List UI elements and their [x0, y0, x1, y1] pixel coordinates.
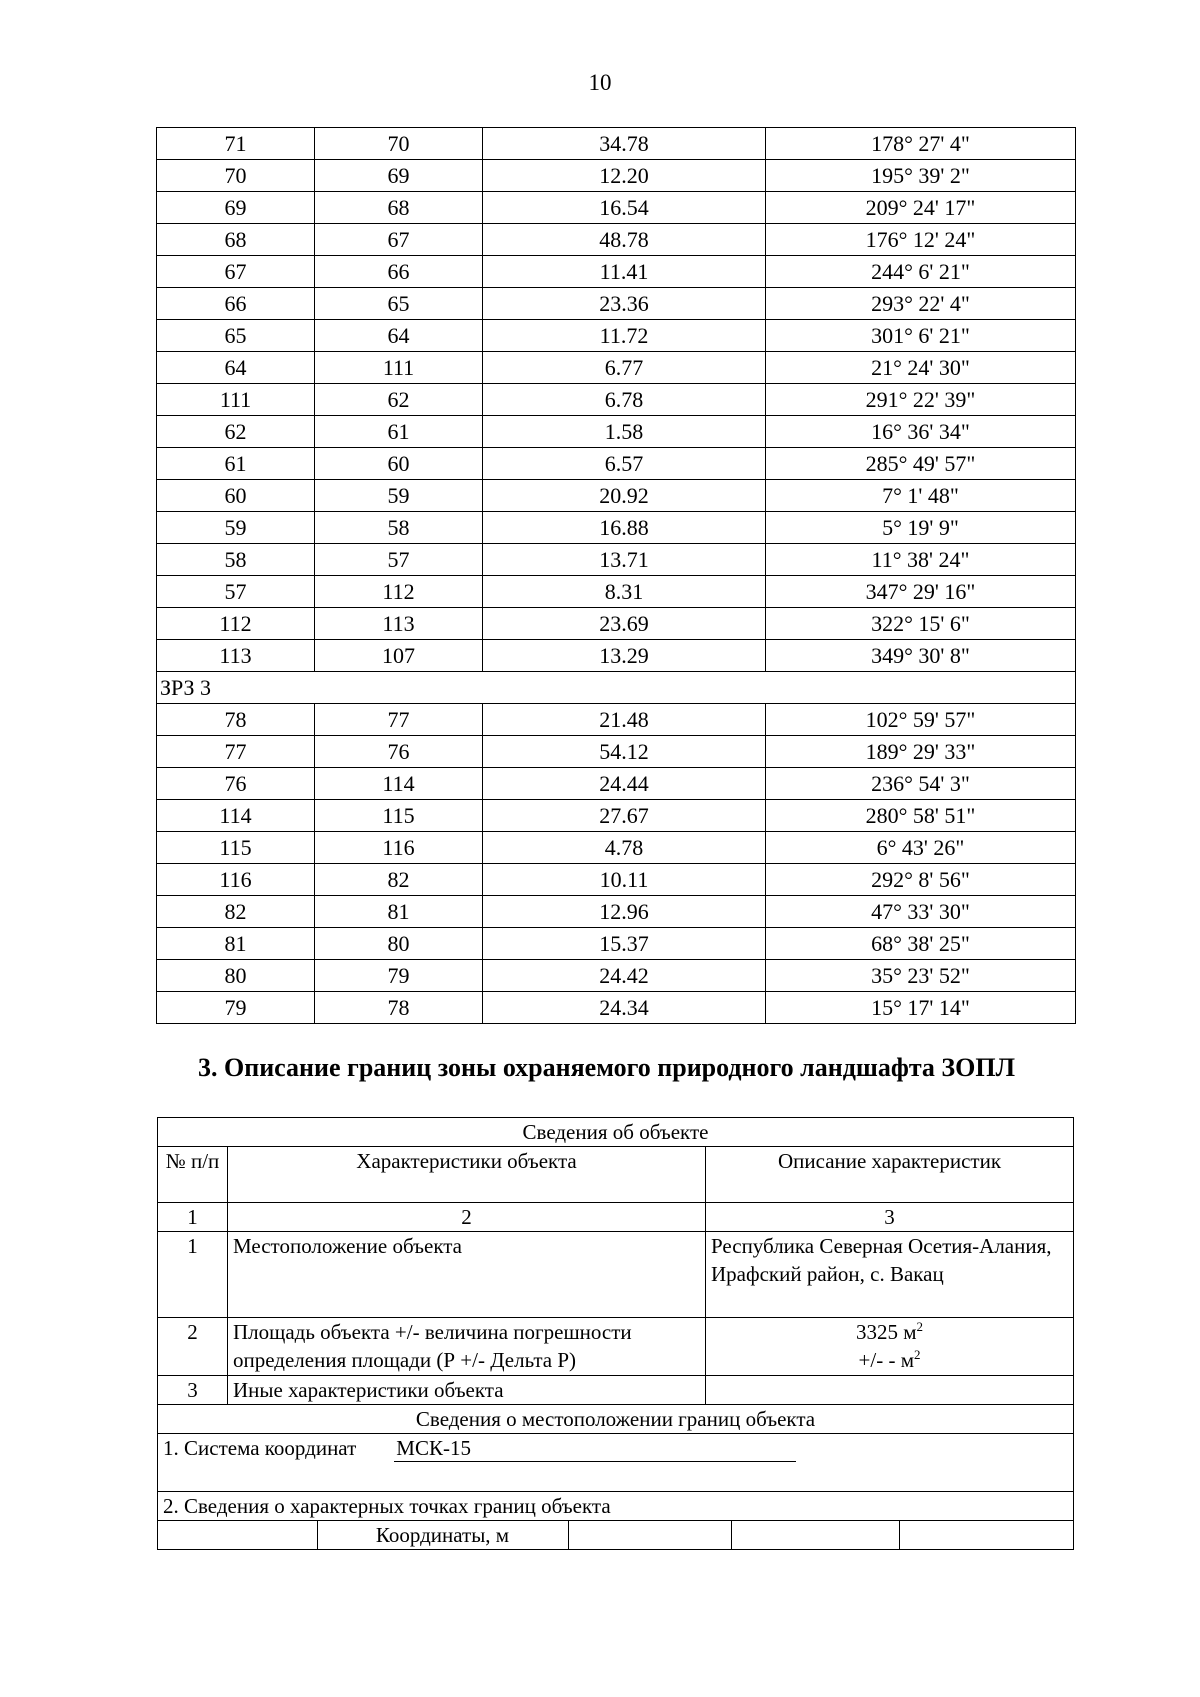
bearing-cell: 301° 6' 21" — [766, 320, 1076, 352]
point-to-cell: 68 — [315, 192, 483, 224]
point-to-cell: 79 — [315, 960, 483, 992]
col-number-2: 2 — [228, 1203, 706, 1232]
distance-cell: 6.57 — [483, 448, 766, 480]
table-row — [157, 320, 1076, 352]
table-row — [157, 832, 1076, 864]
bearing-cell: 349° 30' 8" — [766, 640, 1076, 672]
distance-cell: 11.41 — [483, 256, 766, 288]
bearing-cell: 291° 22' 39" — [766, 384, 1076, 416]
point-from-cell: 77 — [157, 736, 315, 768]
bearing-cell: 6° 43' 26" — [766, 832, 1076, 864]
table-row — [157, 416, 1076, 448]
area-value-line1: 3325 м — [855, 1320, 917, 1344]
point-from-cell: 113 — [157, 640, 315, 672]
point-to-cell: 58 — [315, 512, 483, 544]
point-from-cell: 68 — [157, 224, 315, 256]
distance-cell: 24.42 — [483, 960, 766, 992]
bearing-cell: 176° 12' 24" — [766, 224, 1076, 256]
distance-cell: 6.78 — [483, 384, 766, 416]
coords-header: Координаты, м — [317, 1521, 568, 1549]
point-to-cell: 76 — [315, 736, 483, 768]
point-from-cell: 62 — [157, 416, 315, 448]
point-to-cell: 57 — [315, 544, 483, 576]
point-to-cell: 61 — [315, 416, 483, 448]
bearing-cell: 293° 22' 4" — [766, 288, 1076, 320]
point-from-cell: 60 — [157, 480, 315, 512]
bearing-cell: 68° 38' 25" — [766, 928, 1076, 960]
distance-cell: 6.77 — [483, 352, 766, 384]
row-number: 2 — [158, 1318, 228, 1376]
bearing-cell: 189° 29' 33" — [766, 736, 1076, 768]
point-from-cell: 61 — [157, 448, 315, 480]
bearing-cell: 285° 49' 57" — [766, 448, 1076, 480]
bearing-cell: 102° 59' 57" — [766, 704, 1076, 736]
distance-cell: 23.36 — [483, 288, 766, 320]
table-row — [157, 640, 1076, 672]
object-info-table — [157, 1117, 1074, 1550]
page-number: 10 — [588, 70, 612, 95]
area-unit-superscript: 2 — [916, 1319, 924, 1334]
point-from-cell: 70 — [157, 160, 315, 192]
bearing-cell: 5° 19' 9" — [766, 512, 1076, 544]
point-from-cell: 67 — [157, 256, 315, 288]
distance-cell: 24.34 — [483, 992, 766, 1024]
bearing-cell: 35° 23' 52" — [766, 960, 1076, 992]
coords-cell — [731, 1521, 899, 1549]
distance-cell: 27.67 — [483, 800, 766, 832]
table-row — [157, 480, 1076, 512]
characteristic-name: Иные характеристики объекта — [228, 1376, 706, 1405]
table-row — [157, 224, 1076, 256]
coord-system-label: 1. Система координат — [163, 1436, 357, 1460]
point-to-cell: 113 — [315, 608, 483, 640]
table-row — [157, 608, 1076, 640]
section-heading: 3. Описание границ зоны охраняемого природного ландшафта ЗОПЛ — [198, 1053, 1015, 1082]
point-from-cell: 69 — [157, 192, 315, 224]
distance-cell: 12.20 — [483, 160, 766, 192]
point-from-cell: 114 — [157, 800, 315, 832]
point-to-cell: 70 — [315, 128, 483, 160]
point-from-cell: 57 — [157, 576, 315, 608]
point-from-cell: 58 — [157, 544, 315, 576]
point-from-cell: 81 — [157, 928, 315, 960]
table-row — [157, 448, 1076, 480]
table-row — [157, 768, 1076, 800]
area-unit-superscript: 2 — [913, 1347, 921, 1362]
table-row — [157, 544, 1076, 576]
point-to-cell: 64 — [315, 320, 483, 352]
table-row — [157, 896, 1076, 928]
distance-cell: 13.29 — [483, 640, 766, 672]
point-to-cell: 107 — [315, 640, 483, 672]
coords-cell — [158, 1521, 317, 1549]
point-from-cell: 76 — [157, 768, 315, 800]
location-title: Сведения о местоположении границ объекта — [158, 1405, 1074, 1434]
object-info-title: Сведения об объекте — [158, 1118, 1074, 1147]
point-to-cell: 66 — [315, 256, 483, 288]
point-from-cell: 79 — [157, 992, 315, 1024]
bearing-cell: 178° 27' 4" — [766, 128, 1076, 160]
coord-system-value: МСК-15 — [394, 1435, 796, 1462]
table-row — [157, 992, 1076, 1024]
distance-cell: 20.92 — [483, 480, 766, 512]
coords-header-row — [158, 1521, 1074, 1550]
table-row — [157, 704, 1076, 736]
distance-cell: 23.69 — [483, 608, 766, 640]
bearing-cell: 15° 17' 14" — [766, 992, 1076, 1024]
point-to-cell: 60 — [315, 448, 483, 480]
bearing-cell: 16° 36' 34" — [766, 416, 1076, 448]
point-from-cell: 78 — [157, 704, 315, 736]
bearing-cell: 47° 33' 30" — [766, 896, 1076, 928]
distance-cell: 15.37 — [483, 928, 766, 960]
row-number: 3 — [158, 1376, 228, 1405]
table-row — [157, 288, 1076, 320]
distance-cell: 11.72 — [483, 320, 766, 352]
table-row — [157, 512, 1076, 544]
col-header-characteristics: Характеристики объекта — [228, 1147, 706, 1203]
bearing-cell: 347° 29' 16" — [766, 576, 1076, 608]
table-row — [157, 192, 1076, 224]
distance-cell: 4.78 — [483, 832, 766, 864]
bearing-cell: 236° 54' 3" — [766, 768, 1076, 800]
section-label: ЗРЗ 3 — [157, 672, 1076, 704]
point-to-cell: 77 — [315, 704, 483, 736]
point-to-cell: 67 — [315, 224, 483, 256]
point-from-cell: 82 — [157, 896, 315, 928]
point-from-cell: 112 — [157, 608, 315, 640]
bearing-cell: 11° 38' 24" — [766, 544, 1076, 576]
col-number-3: 3 — [706, 1203, 1074, 1232]
point-from-cell: 116 — [157, 864, 315, 896]
distance-cell: 21.48 — [483, 704, 766, 736]
table-row — [157, 928, 1076, 960]
col-number-1: 1 — [158, 1203, 228, 1232]
bearing-cell: 21° 24' 30" — [766, 352, 1076, 384]
point-from-cell: 80 — [157, 960, 315, 992]
col-header-description: Описание характеристик — [706, 1147, 1074, 1203]
coords-cell — [899, 1521, 1075, 1549]
point-from-cell: 66 — [157, 288, 315, 320]
distance-cell: 8.31 — [483, 576, 766, 608]
row-number: 1 — [158, 1232, 228, 1318]
distance-cell: 54.12 — [483, 736, 766, 768]
table-row — [157, 256, 1076, 288]
point-from-cell: 64 — [157, 352, 315, 384]
bearing-cell: 7° 1' 48" — [766, 480, 1076, 512]
point-to-cell: 80 — [315, 928, 483, 960]
coord-system-row — [158, 1434, 1074, 1492]
table-row — [157, 384, 1076, 416]
point-to-cell: 112 — [315, 576, 483, 608]
distance-cell: 13.71 — [483, 544, 766, 576]
distance-cell: 48.78 — [483, 224, 766, 256]
point-from-cell: 65 — [157, 320, 315, 352]
point-to-cell: 116 — [315, 832, 483, 864]
bearing-cell: 244° 6' 21" — [766, 256, 1076, 288]
point-from-cell: 59 — [157, 512, 315, 544]
point-to-cell: 65 — [315, 288, 483, 320]
distance-cell: 24.44 — [483, 768, 766, 800]
points-label: 2. Сведения о характерных точках границ объекта — [158, 1492, 1074, 1521]
bearing-cell: 292° 8' 56" — [766, 864, 1076, 896]
table-row — [157, 128, 1076, 160]
point-to-cell: 59 — [315, 480, 483, 512]
point-to-cell: 62 — [315, 384, 483, 416]
bearing-cell: 280° 58' 51" — [766, 800, 1076, 832]
distance-cell: 12.96 — [483, 896, 766, 928]
bearing-cell: 209° 24' 17" — [766, 192, 1076, 224]
bearing-cell: 322° 15' 6" — [766, 608, 1076, 640]
point-from-cell: 115 — [157, 832, 315, 864]
point-to-cell: 82 — [315, 864, 483, 896]
table-row — [157, 576, 1076, 608]
coords-cell — [568, 1521, 731, 1549]
point-to-cell: 114 — [315, 768, 483, 800]
table-row — [157, 736, 1076, 768]
point-to-cell: 111 — [315, 352, 483, 384]
point-to-cell: 81 — [315, 896, 483, 928]
point-to-cell: 69 — [315, 160, 483, 192]
table-row — [157, 960, 1076, 992]
bearing-cell: 195° 39' 2" — [766, 160, 1076, 192]
section-row — [157, 672, 1076, 704]
characteristic-name: Местоположение объекта — [228, 1232, 706, 1318]
bearings-table — [156, 127, 1076, 1024]
col-header-number: № п/п — [158, 1147, 228, 1203]
point-from-cell: 111 — [157, 384, 315, 416]
distance-cell: 16.88 — [483, 512, 766, 544]
distance-cell: 1.58 — [483, 416, 766, 448]
table-row — [157, 352, 1076, 384]
table-row — [157, 800, 1076, 832]
distance-cell: 10.11 — [483, 864, 766, 896]
point-to-cell: 78 — [315, 992, 483, 1024]
characteristic-name: Площадь объекта +/- величина погрешности определения площади (Р +/- Дельта Р) — [228, 1318, 706, 1376]
characteristic-value: Республика Северная Осетия-Алания, Ирафский район, с. Вакац — [706, 1232, 1074, 1318]
characteristic-value — [706, 1376, 1074, 1405]
area-value-line2: +/- - м — [858, 1348, 914, 1372]
table-row — [157, 864, 1076, 896]
area-value — [706, 1318, 1074, 1376]
point-from-cell: 71 — [157, 128, 315, 160]
table-row — [157, 160, 1076, 192]
distance-cell: 34.78 — [483, 128, 766, 160]
point-to-cell: 115 — [315, 800, 483, 832]
distance-cell: 16.54 — [483, 192, 766, 224]
